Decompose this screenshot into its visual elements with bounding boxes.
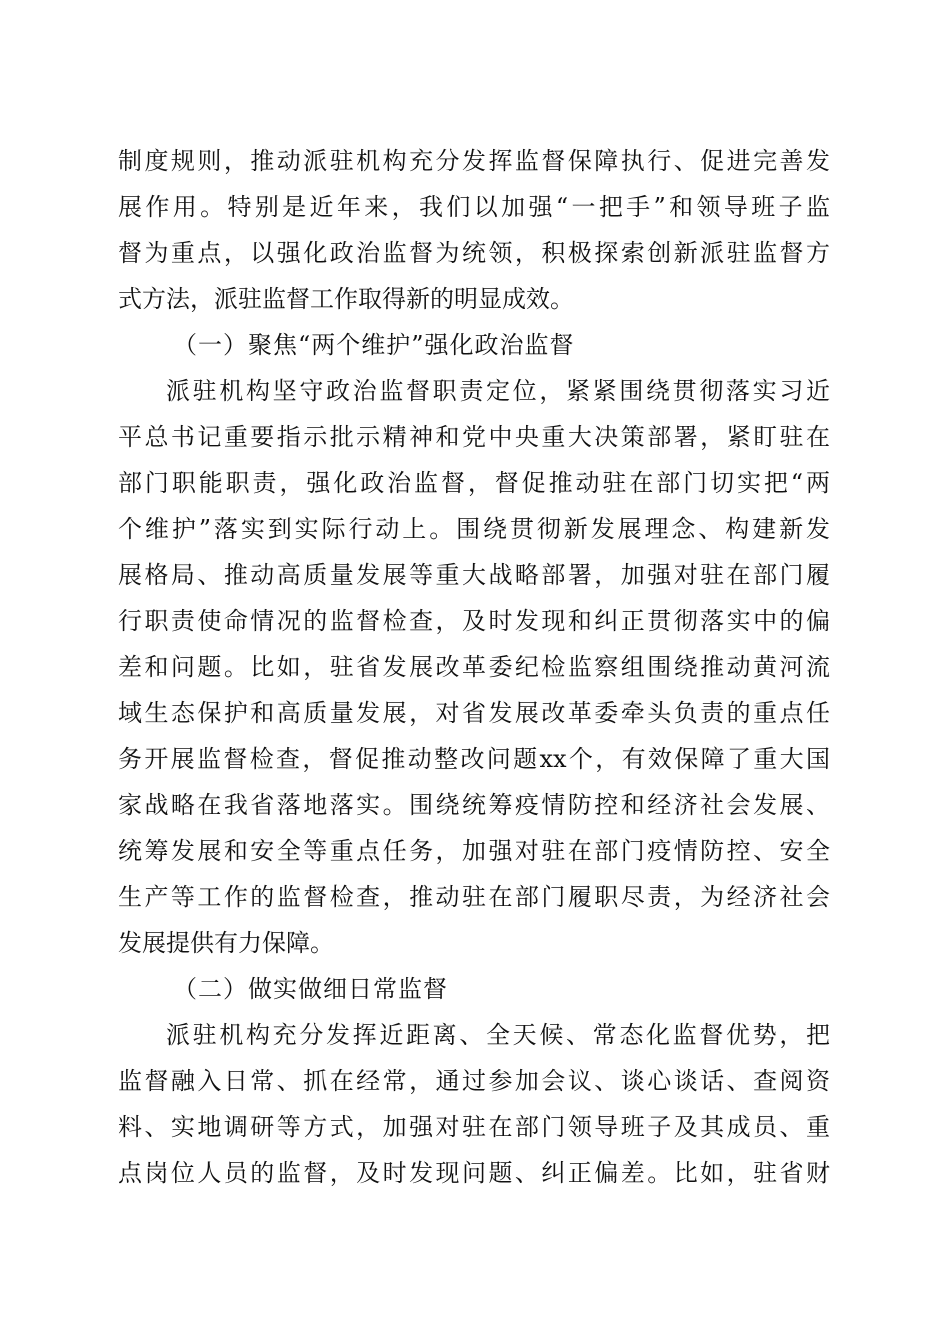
section-1-line-5: 展格局、推动高质量发展等重大战略部署，加强对驻在部门履 (118, 561, 830, 589)
section-2-heading: （二）做实做细日常监督 (173, 975, 448, 1003)
section-1-line-10: 家战略在我省落地落实。围绕统筹疫情防控和经济社会发展、 (118, 791, 830, 819)
section-1-line-2: 平总书记重要指示批示精神和党中央重大决策部署，紧盯驻在 (118, 423, 830, 451)
section-2-line-2: 监督融入日常、抓在经常，通过参加会议、谈心谈话、查阅资 (118, 1067, 830, 1095)
section-2-line-1: 派驻机构充分发挥近距离、全天候、常态化监督优势，把 (166, 1021, 830, 1049)
intro-line-3: 督为重点，以强化政治监督为统领，积极探索创新派驻监督方 (118, 239, 830, 267)
section-1-line-1: 派驻机构坚守政治监督职责定位，紧紧围绕贯彻落实习近 (166, 377, 830, 405)
section-1-heading: （一）聚焦“两个维护”强化政治监督 (173, 331, 575, 359)
section-1-line-7: 差和问题。比如，驻省发展改革委纪检监察组围绕推动黄河流 (118, 653, 830, 681)
section-2-line-4: 点岗位人员的监督，及时发现问题、纠正偏差。比如，驻省财 (118, 1159, 830, 1187)
section-1-line-12: 生产等工作的监督检查，推动驻在部门履职尽责，为经济社会 (118, 883, 830, 911)
section-1-line-6: 行职责使命情况的监督检查，及时发现和纠正贯彻落实中的偏 (118, 607, 830, 635)
section-1-line-11: 统筹发展和安全等重点任务，加强对驻在部门疫情防控、安全 (118, 837, 830, 865)
section-1-line-3: 部门职能职责，强化政治监督，督促推动驻在部门切实把“两 (118, 469, 830, 497)
section-1-line-9: 务开展监督检查，督促推动整改问题xx个，有效保障了重大国 (118, 745, 830, 773)
section-1-line-13: 发展提供有力保障。 (118, 929, 334, 957)
section-1-line-4: 个维护”落实到实际行动上。围绕贯彻新发展理念、构建新发 (118, 515, 830, 543)
section-2-line-3: 料、实地调研等方式，加强对驻在部门领导班子及其成员、重 (118, 1113, 830, 1141)
intro-line-1: 制度规则，推动派驻机构充分发挥监督保障执行、促进完善发 (118, 147, 830, 175)
intro-line-4: 式方法，派驻监督工作取得新的明显成效。 (118, 285, 574, 313)
intro-line-2: 展作用。特别是近年来，我们以加强“一把手”和领导班子监 (118, 193, 830, 221)
section-1-line-8: 域生态保护和高质量发展，对省发展改革委牵头负责的重点任 (118, 699, 830, 727)
